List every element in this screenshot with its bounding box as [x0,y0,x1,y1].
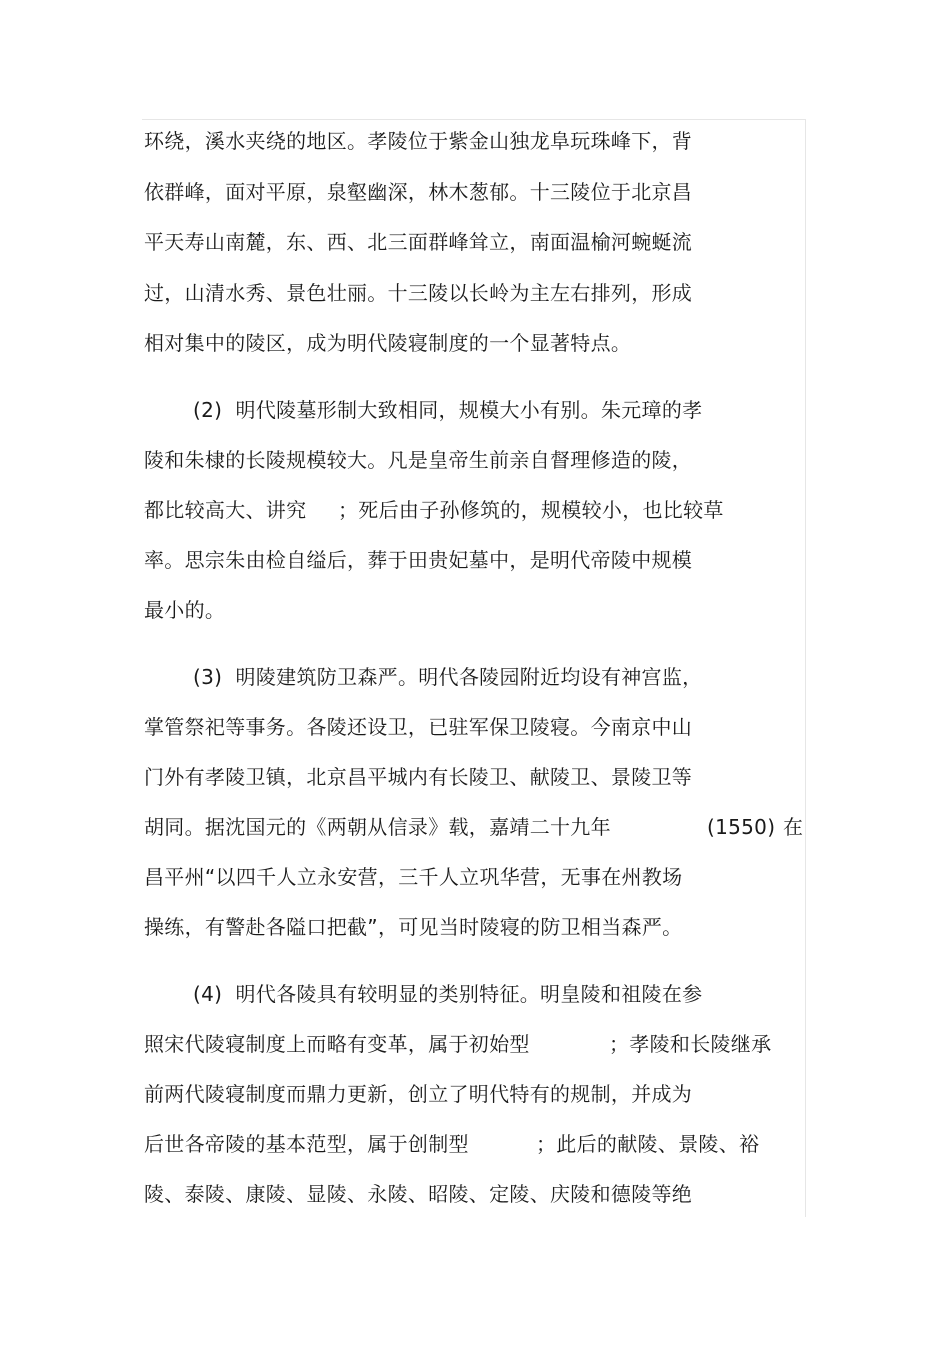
text-segment: 后世各帝陵的基本范型，属于创制型 [144,1132,469,1156]
text-segment: ；孝陵和长陵继承 [609,1032,772,1056]
text-line: 掌管祭祀等事务。各陵还设卫，已驻军保卫陵寝。今南京中山 [144,715,693,739]
text-line: 操练，有警赴各隘口把截”，可见当时陵寝的防卫相当森严。 [144,915,683,939]
text-line: (3) 明陵建筑防卫森严。明代各陵园附近均设有神宫监， [193,665,703,689]
text-line: 昌平州“以四千人立永安营，三千人立巩华营，无事在州教场 [144,865,683,889]
text-line: 门外有孝陵卫镇，北京昌平城内有长陵卫、献陵卫、景陵卫等 [144,765,693,789]
text-segment: ；此后的献陵、景陵、裕 [536,1132,760,1156]
text-line: 相对集中的陵区，成为明代陵寝制度的一个显著特点。 [144,331,632,355]
text-line: 环绕，溪水夹绕的地区。孝陵位于紫金山独龙阜玩珠峰下，背 [144,129,693,153]
text-line: 前两代陵寝制度而鼎力更新，创立了明代特有的规制，并成为 [144,1082,693,1106]
text-segment: 胡同。据沈国元的《两朝从信录》载，嘉靖二十九年 [144,815,611,839]
text-line: (2) 明代陵墓形制大致相同，规模大小有别。朱元璋的孝 [193,398,703,422]
text-segment: ；死后由子孙修筑的，规模较小，也比较草 [338,498,724,522]
text-segment: 都比较高大、讲究 [144,498,307,522]
text-line: (4) 明代各陵具有较明显的类别特征。明皇陵和祖陵在参 [193,982,703,1006]
text-segment: 照宋代陵寝制度上而略有变革，属于初始型 [144,1032,530,1056]
text-line: 依群峰，面对平原，泉壑幽深，林木葱郁。十三陵位于北京昌 [144,180,693,204]
text-line: 最小的。 [144,598,226,622]
text-line: 陵和朱棣的长陵规模较大。凡是皇帝生前亲自督理修造的陵， [144,448,693,472]
text-line: 陵、泰陵、康陵、显陵、永陵、昭陵、定陵、庆陵和德陵等绝 [144,1182,693,1206]
text-segment: (1550) [707,815,776,839]
text-line: 率。思宗朱由检自缢后，葬于田贵妃墓中，是明代帝陵中规模 [144,548,693,572]
text-line: 平天寿山南麓，东、西、北三面群峰耸立，南面温榆河蜿蜒流 [144,230,693,254]
text-line: 过，山清水秀、景色壮丽。十三陵以长岭为主左右排列，形成 [144,281,693,305]
text-segment: 在 [783,815,804,839]
